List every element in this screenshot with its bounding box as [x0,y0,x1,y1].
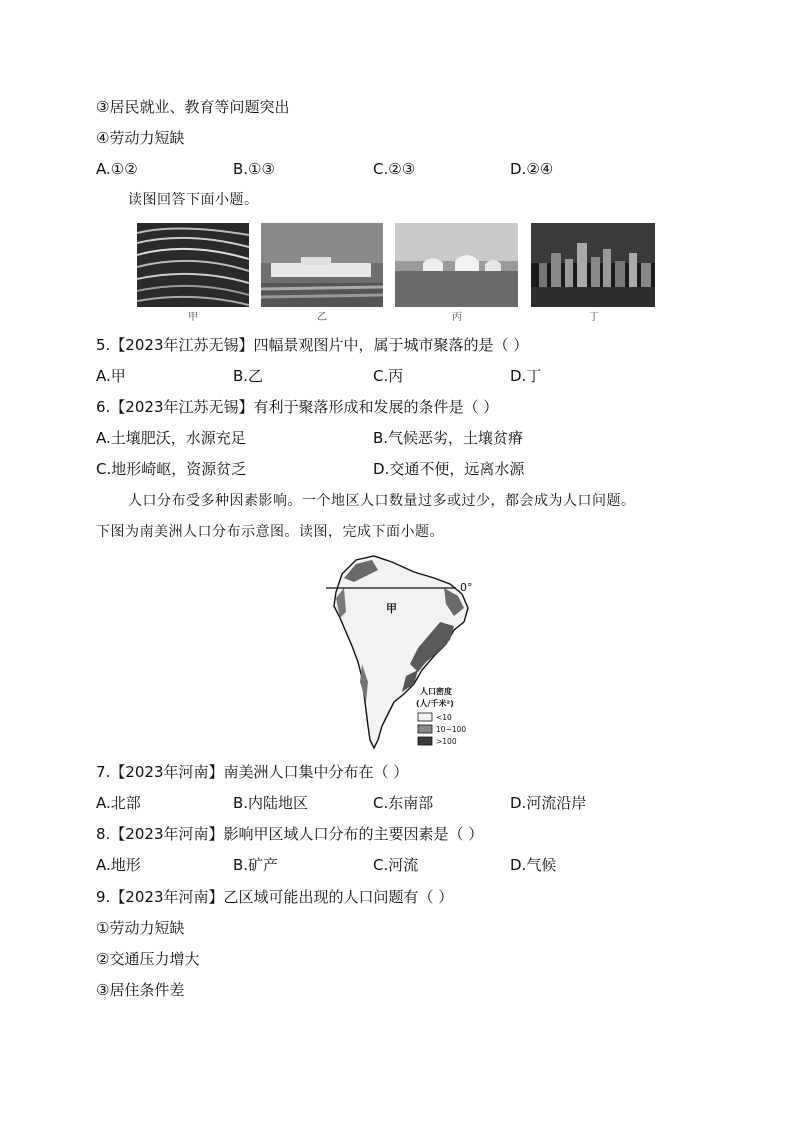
question-8: 8.【2023年河南】影响甲区域人口分布的主要因素是（ ） [96,825,484,843]
question-6: 6.【2023年江苏无锡】有利于聚落形成和发展的条件是（ ） [96,398,499,416]
q5-option-d[interactable]: D.丁 [510,367,542,385]
south-america-population-map [322,552,482,750]
option-b[interactable]: B.①③ [233,160,275,178]
statement-3: ③居民就业、教育等问题突出 [96,98,290,116]
region-jia-label: 甲 [386,602,397,615]
legend-label-low: <10 [436,713,452,722]
legend-unit: (人/千米²) [416,699,454,708]
q7-option-b[interactable]: B.内陆地区 [233,794,309,812]
caption-bing: 丙 [452,312,462,323]
q5-option-b[interactable]: B.乙 [233,367,264,385]
q7-option-d[interactable]: D.河流沿岸 [510,794,587,812]
q7-option-a[interactable]: A.北部 [96,794,141,812]
caption-yi: 乙 [317,312,327,323]
equator-label: 0° [460,581,473,594]
q6-option-b[interactable]: B.气候恶劣，土壤贫瘠 [373,429,524,447]
q7-option-c[interactable]: C.东南部 [373,794,434,812]
q9-statement-1: ①劳动力短缺 [96,919,185,937]
q8-option-a[interactable]: A.地形 [96,856,141,874]
rural-houses-photo [261,223,383,307]
intro-read-figure: 读图回答下面小题。 [128,192,259,208]
q6-option-d[interactable]: D.交通不便，远离水源 [373,460,525,478]
question-7: 7.【2023年河南】南美洲人口集中分布在（ ） [96,763,409,781]
q8-option-c[interactable]: C.河流 [373,856,419,874]
q8-option-d[interactable]: D.气候 [510,856,557,874]
q6-option-c[interactable]: C.地形崎岖，资源贫乏 [96,460,247,478]
option-a[interactable]: A.①② [96,160,138,178]
q5-option-c[interactable]: C.丙 [373,367,404,385]
q9-statement-3: ③居住条件差 [96,981,185,999]
intro-population-line-2: 下图为南美洲人口分布示意图。读图，完成下面小题。 [96,524,444,540]
q9-statement-2: ②交通压力增大 [96,950,200,968]
intro-population-line-1: 人口分布受多种因素影响。一个地区人口数量过多或过少，都会成为人口问题。 [128,493,636,509]
question-5: 5.【2023年江苏无锡】四幅景观图片中，属于城市聚落的是（ ） [96,336,529,354]
q8-option-b[interactable]: B.矿产 [233,856,279,874]
legend-title: 人口密度 [420,687,452,696]
yurts-photo [395,223,518,307]
caption-jia: 甲 [188,312,198,323]
option-c[interactable]: C.②③ [373,160,416,178]
q5-option-a[interactable]: A.甲 [96,367,126,385]
legend-label-mid: 10~100 [436,725,467,734]
q6-option-a[interactable]: A.土壤肥沃，水源充足 [96,429,246,447]
city-skyline-photo [531,223,655,307]
legend-swatch-mid [418,725,432,733]
terrace-field-photo [137,223,249,307]
option-d[interactable]: D.②④ [510,160,554,178]
caption-ding: 丁 [589,312,599,323]
legend-label-high: >100 [436,737,457,746]
statement-4: ④劳动力短缺 [96,129,185,147]
legend-swatch-low [418,713,432,721]
legend-swatch-high [418,737,432,745]
question-9: 9.【2023年河南】乙区域可能出现的人口问题有（ ） [96,888,454,906]
